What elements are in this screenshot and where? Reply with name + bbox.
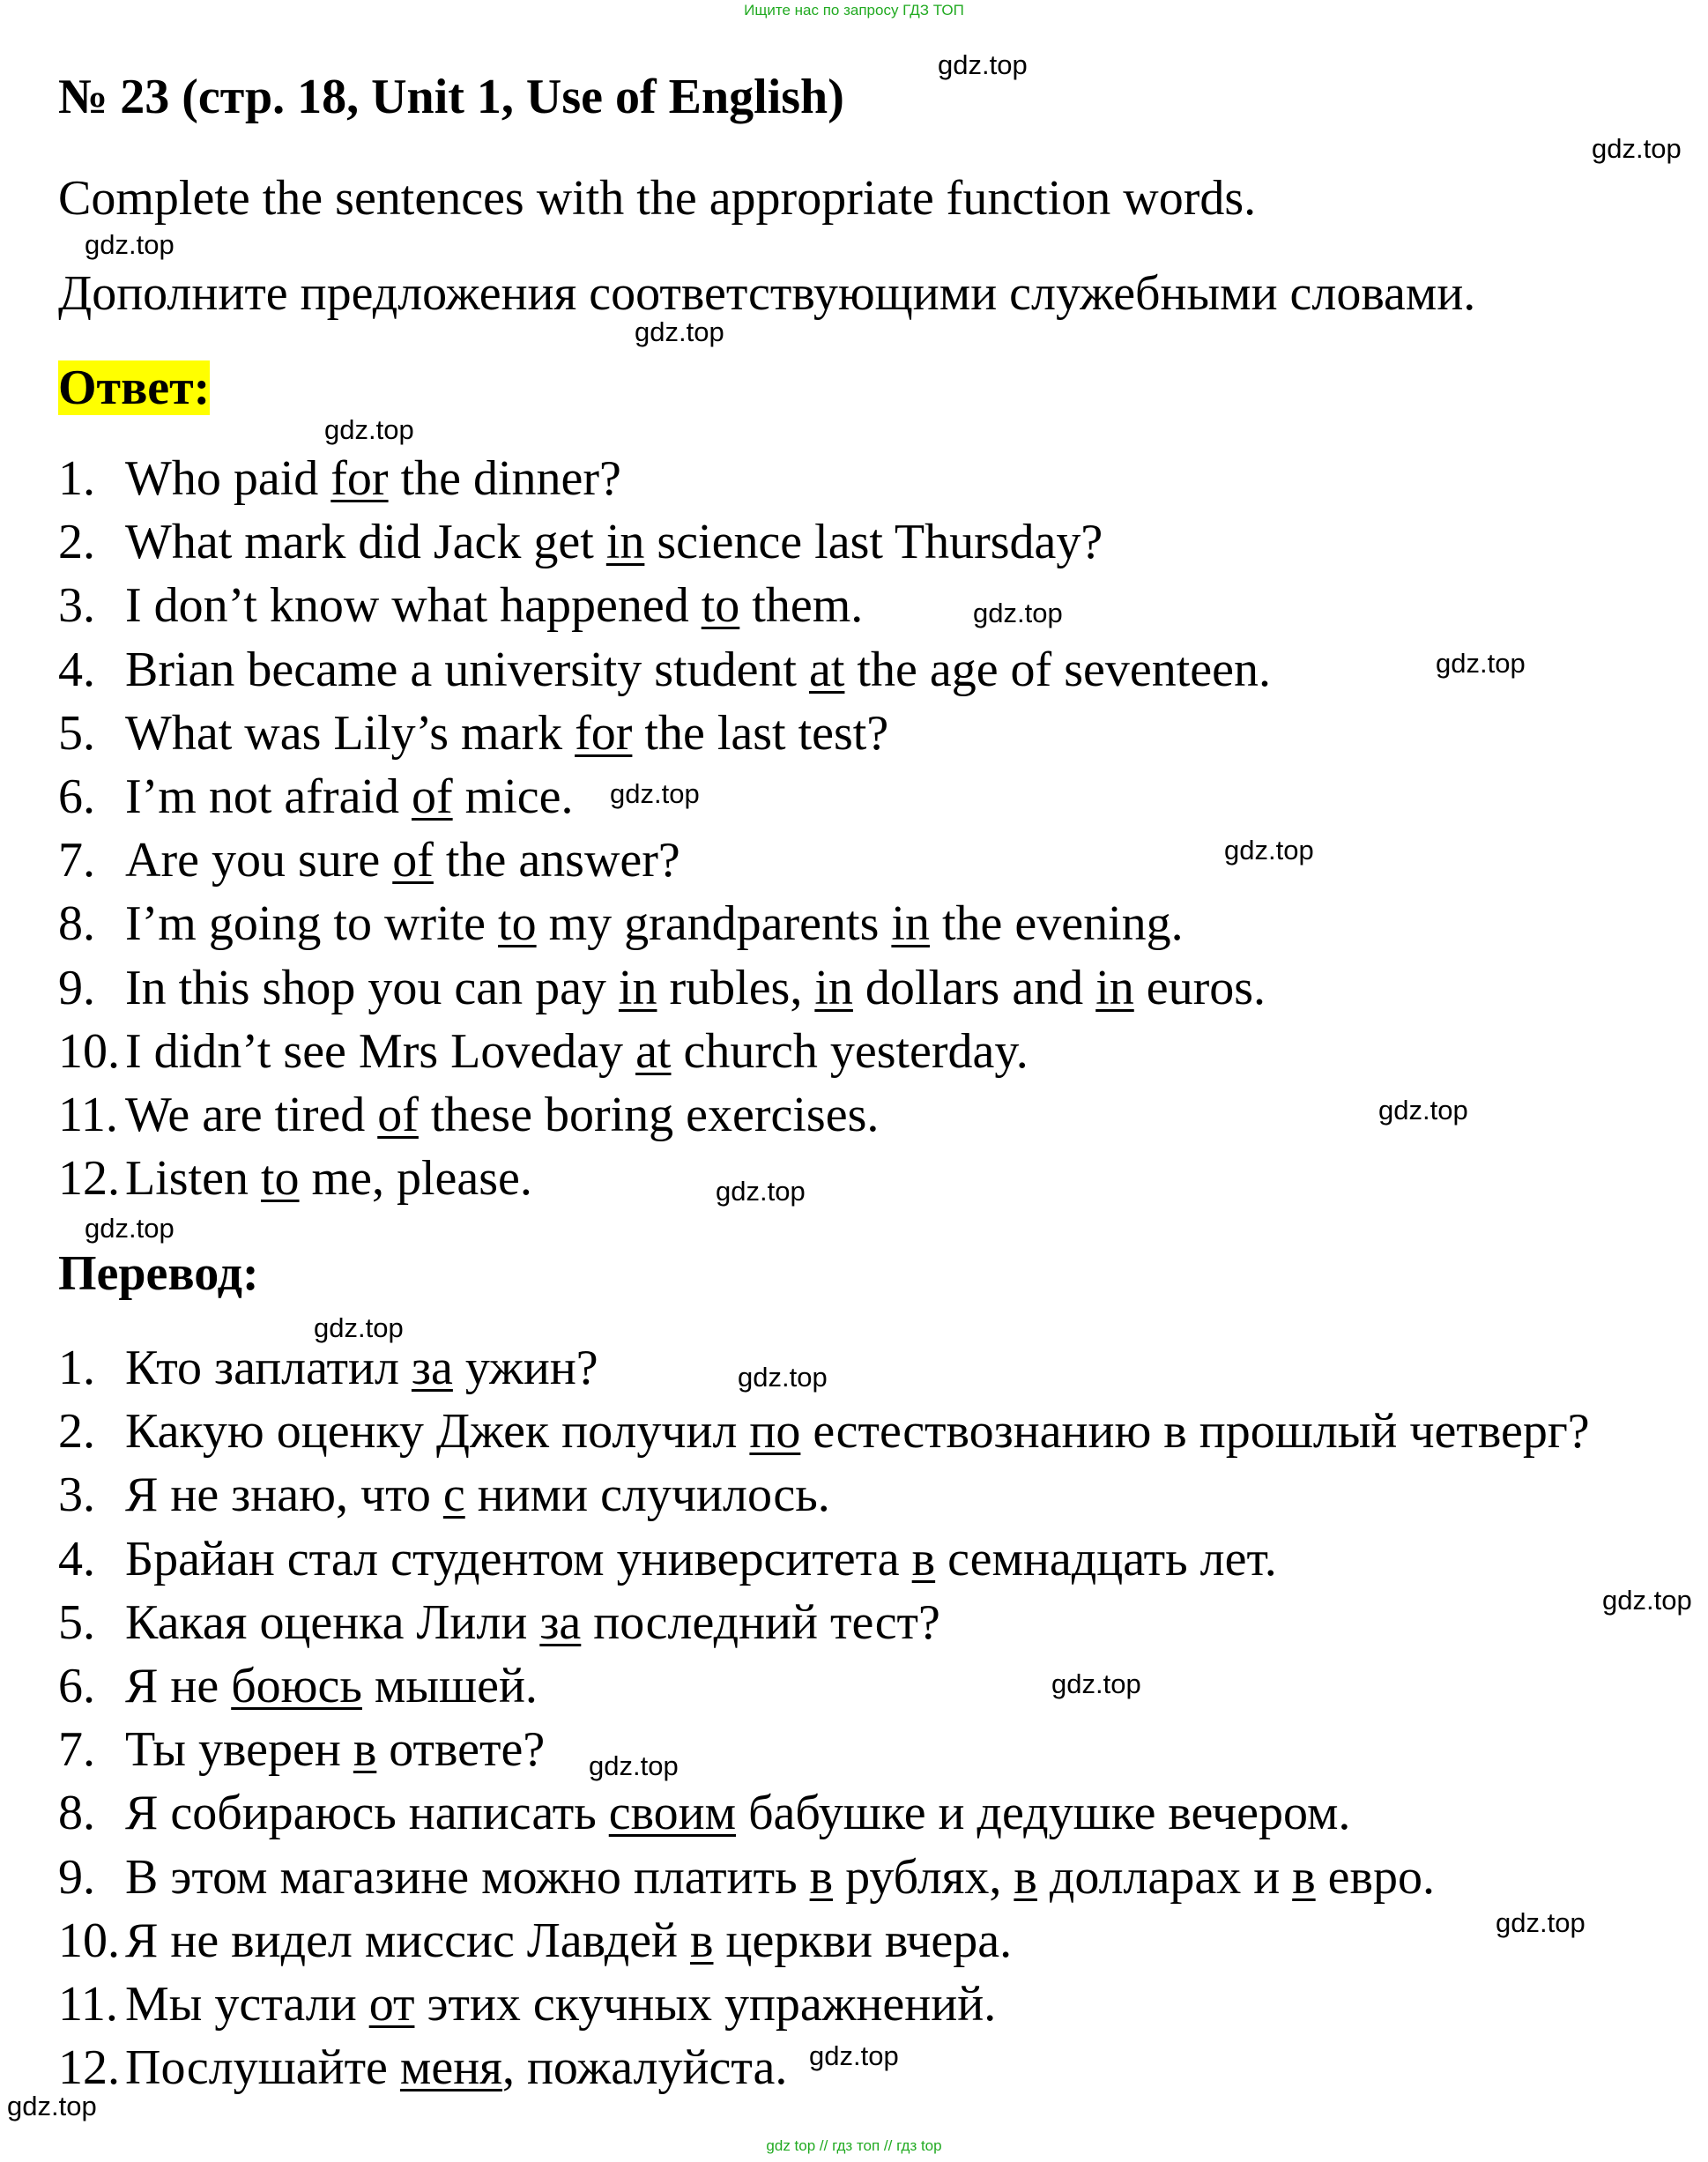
watermark: gdz.top — [635, 316, 724, 347]
answer-item — [58, 769, 574, 824]
sentence-text: мышей. — [361, 1659, 538, 1713]
function-word: по — [749, 1404, 801, 1460]
sentence-text: Brian became a university student — [125, 642, 809, 697]
sentence-text: естествознанию в прошлый четверг? — [800, 1404, 1590, 1460]
sentence-text: Какая оценка Лили — [125, 1594, 540, 1650]
answer-number: 2. — [58, 515, 95, 570]
watermark: gdz.top — [1378, 1095, 1468, 1126]
watermark: gdz.top — [610, 778, 700, 809]
answer-item — [58, 896, 1184, 952]
function-word: в — [1014, 1849, 1037, 1905]
sentence-text: Ты уверен — [125, 1722, 353, 1778]
answer-number: 4. — [58, 642, 95, 697]
answer-number: 9. — [58, 960, 95, 1015]
answer-number: 7. — [58, 833, 95, 888]
sentence-text: the dinner? — [388, 451, 621, 506]
answer-item — [58, 833, 680, 888]
sentence-text: science last Thursday? — [644, 515, 1103, 570]
page-title: № 23 (стр. 18, Unit 1, Use of English) — [58, 70, 844, 124]
function-word: своим — [608, 1786, 737, 1841]
translation-item — [58, 1786, 1351, 1841]
watermark: gdz.top — [314, 1312, 404, 1343]
translation-heading: Перевод: — [58, 1246, 259, 1301]
sentence-text: семнадцать лет. — [935, 1531, 1277, 1586]
function-word: за — [411, 1341, 453, 1395]
sentence-text: бабушке и дедушке вечером. — [736, 1786, 1351, 1841]
sentence-text: Listen — [125, 1151, 261, 1207]
answer-number: 11. — [58, 1088, 118, 1142]
answer-item — [58, 960, 1266, 1015]
function-word: in — [891, 896, 930, 952]
answer-number: 10. — [58, 1023, 120, 1079]
watermark: gdz.top — [738, 1362, 828, 1393]
watermark: gdz.top — [938, 49, 1028, 80]
sentence-text: Я не знаю, что — [125, 1467, 443, 1523]
translation-number: 7. — [58, 1722, 95, 1778]
answer-item — [58, 642, 1271, 697]
sentence-text: Я не — [125, 1659, 232, 1713]
translation-number: 3. — [58, 1467, 95, 1523]
sentence-text: Какую оценку Джек получил — [125, 1404, 750, 1460]
function-word: за — [539, 1594, 582, 1650]
function-word: of — [411, 769, 453, 824]
bottom-banner: gdz top // гдз топ // гдз top — [766, 2137, 942, 2154]
sentence-text: ними случилось. — [464, 1467, 830, 1523]
function-word: at — [809, 642, 845, 697]
sentence-text: последний тест? — [581, 1594, 940, 1650]
sentence-text: В этом магазине можно платить — [125, 1849, 810, 1905]
translation-item — [58, 1913, 1013, 1968]
top-banner: Ищите нас по запросу ГДЗ ТОП — [744, 2, 964, 19]
watermark: gdz.top — [589, 1750, 679, 1781]
translation-item — [58, 1343, 598, 1393]
function-word: for — [330, 451, 389, 506]
answer-item — [58, 705, 889, 761]
sentence-text: euros. — [1133, 960, 1266, 1015]
function-word: to — [498, 896, 537, 952]
answer-number: 5. — [58, 705, 95, 761]
sentence-text: Я собираюсь написать — [125, 1786, 609, 1841]
sentence-text: рублях, — [833, 1849, 1014, 1905]
sentence-text: them. — [739, 578, 864, 634]
function-word: в — [809, 1849, 834, 1905]
translation-number: 5. — [58, 1594, 95, 1650]
translation-item — [58, 2040, 788, 2096]
sentence-text: церкви вчера. — [713, 1913, 1013, 1968]
answer-number: 1. — [58, 451, 95, 506]
translation-number: 2. — [58, 1404, 95, 1460]
sentence-text: mice. — [452, 769, 574, 824]
translation-item — [58, 1467, 830, 1523]
sentence-text: Брайан стал студентом университета — [125, 1531, 912, 1586]
watermark: gdz.top — [7, 2091, 97, 2121]
sentence-text: I’m not afraid — [125, 769, 412, 824]
function-word: в — [690, 1913, 714, 1968]
translation-number: 6. — [58, 1659, 95, 1713]
sentence-text: church yesterday. — [671, 1023, 1029, 1079]
function-word: в — [911, 1531, 936, 1586]
sentence-text: евро. — [1315, 1849, 1435, 1905]
sentence-text: Who paid — [125, 451, 331, 506]
sentence-text: What was Lily’s mark — [125, 705, 576, 761]
sentence-text: the last test? — [632, 705, 889, 761]
sentence-text: Мы устали — [125, 1977, 369, 2032]
function-word: for — [575, 705, 633, 761]
sentence-text: ужин? — [452, 1341, 598, 1395]
watermark: gdz.top — [85, 1213, 175, 1244]
task-russian: Дополните предложения соответствующими служебными словами. — [58, 266, 1476, 321]
watermark: gdz.top — [716, 1176, 806, 1207]
task-english: Complete the sentences with the appropriate function words. — [58, 171, 1257, 226]
sentence-text: I didn’t see Mrs Loveday — [125, 1023, 636, 1079]
sentence-text: We are tired — [125, 1088, 378, 1142]
sentence-text: Кто заплатил — [125, 1341, 412, 1395]
answer-number: 3. — [58, 578, 95, 634]
answer-item — [58, 451, 621, 506]
function-word: in — [605, 515, 645, 570]
sentence-text: этих скучных упражнений. — [414, 1977, 997, 2032]
watermark: gdz.top — [973, 598, 1063, 628]
sentence-text: the age of seventeen. — [844, 642, 1271, 697]
translation-item — [58, 1594, 940, 1650]
function-word: at — [635, 1023, 672, 1079]
sentence-text: my grandparents — [536, 896, 892, 952]
sentence-text: , пожалуйста. — [501, 2040, 788, 2096]
answer-number: 8. — [58, 896, 95, 952]
function-word: в — [353, 1722, 377, 1778]
translation-number: 8. — [58, 1786, 95, 1841]
watermark: gdz.top — [1602, 1585, 1692, 1616]
translation-number: 9. — [58, 1849, 95, 1905]
function-word: of — [392, 833, 434, 888]
function-word: of — [377, 1088, 419, 1142]
translation-number: 1. — [58, 1341, 95, 1395]
translation-item — [58, 1531, 1277, 1586]
sentence-text: долларах и — [1036, 1849, 1293, 1905]
sentence-text: Я не видел миссис Лавдей — [125, 1913, 691, 1968]
sentence-text: the evening. — [929, 896, 1184, 952]
translation-number: 10. — [58, 1913, 120, 1968]
answer-item — [58, 515, 1103, 570]
watermark: gdz.top — [809, 2040, 899, 2071]
sentence-text: me, please. — [299, 1151, 532, 1207]
sentence-text: dollars and — [852, 960, 1096, 1015]
sentence-text: Are you sure — [125, 833, 393, 888]
function-word: меня — [399, 2040, 502, 2096]
translation-item — [58, 1849, 1435, 1905]
watermark: gdz.top — [1436, 648, 1526, 679]
function-word: от — [368, 1977, 415, 2032]
answer-heading: Ответ: — [58, 360, 211, 415]
watermark: gdz.top — [1051, 1668, 1141, 1699]
function-word: в — [1292, 1849, 1316, 1905]
translation-item — [58, 1661, 538, 1711]
sentence-text: I’m going to write — [125, 896, 499, 952]
sentence-text: rubles, — [657, 960, 815, 1015]
translation-number: 12. — [58, 2040, 120, 2096]
watermark: gdz.top — [1592, 133, 1682, 164]
function-word: in — [1095, 960, 1134, 1015]
watermark: gdz.top — [1496, 1907, 1585, 1938]
sentence-text: the answer? — [433, 833, 680, 888]
translation-number: 11. — [58, 1977, 118, 2032]
sentence-text: these boring exercises. — [418, 1088, 880, 1142]
sentence-text: What mark did Jack get — [125, 515, 606, 570]
answer-item — [58, 578, 864, 634]
watermark: gdz.top — [85, 229, 175, 260]
sentence-text: In this shop you can pay — [125, 960, 619, 1015]
sentence-text: I don’t know what happened — [125, 578, 702, 634]
translation-item — [58, 1977, 997, 2032]
function-word: to — [701, 578, 740, 634]
sentence-text: ответе? — [376, 1722, 546, 1778]
translation-item — [58, 1404, 1590, 1460]
function-word: in — [618, 960, 657, 1015]
function-word: с — [442, 1467, 465, 1523]
watermark: gdz.top — [1224, 835, 1314, 866]
answer-item — [58, 1151, 532, 1207]
translation-item — [58, 1722, 546, 1778]
function-word: to — [260, 1151, 300, 1207]
function-word: in — [814, 960, 853, 1015]
watermark: gdz.top — [324, 414, 414, 445]
function-word: боюсь — [231, 1659, 362, 1713]
answer-item — [58, 1090, 879, 1140]
answer-item — [58, 1023, 1029, 1079]
sentence-text: Послушайте — [125, 2040, 400, 2096]
translation-number: 4. — [58, 1531, 95, 1586]
answer-number: 12. — [58, 1151, 120, 1207]
answer-number: 6. — [58, 769, 95, 824]
